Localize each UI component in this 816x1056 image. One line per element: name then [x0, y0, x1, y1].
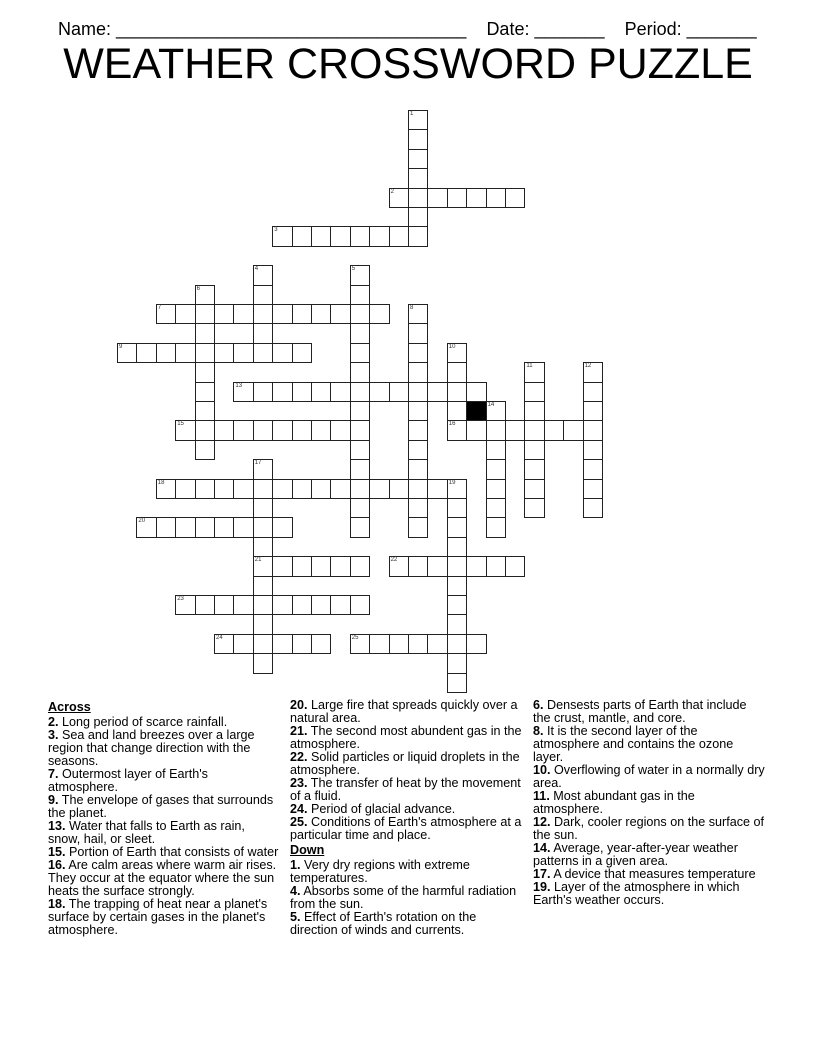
crossword-cell[interactable] [195, 362, 215, 382]
clue-number: 7 [157, 305, 162, 311]
crossword-cell[interactable] [233, 382, 253, 402]
crossword-cell[interactable] [447, 517, 467, 537]
crossword-cell[interactable] [350, 343, 370, 363]
crossword-cell[interactable] [253, 382, 273, 402]
crossword-cell[interactable] [195, 304, 215, 324]
crossword-cell[interactable] [350, 304, 370, 324]
crossword-cell[interactable] [272, 479, 292, 499]
crossword-cell[interactable] [369, 634, 389, 654]
crossword-cell[interactable] [408, 556, 428, 576]
crossword-cell[interactable] [311, 595, 331, 615]
crossword-cell[interactable] [524, 440, 544, 460]
crossword-cell[interactable] [330, 420, 350, 440]
down-clue: 12. Dark, cooler regions on the surface of the sun. [533, 815, 765, 842]
across-clue: 25. Conditions of Earth's atmosphere at a particular time and place. [290, 815, 522, 842]
crossword-cell[interactable] [408, 304, 428, 324]
crossword-cell[interactable] [447, 188, 467, 208]
clues-column-2 [290, 699, 522, 937]
crossword-cell[interactable] [233, 595, 253, 615]
crossword-cell[interactable] [408, 498, 428, 518]
crossword-cell[interactable] [466, 188, 486, 208]
clue-number: 9 [119, 343, 123, 350]
crossword-cell[interactable] [408, 401, 428, 421]
crossword-cell[interactable] [583, 479, 603, 499]
crossword-cell[interactable] [156, 517, 176, 537]
name-field[interactable]: Name: ___________________________________ [58, 19, 467, 39]
crossword-cell[interactable] [389, 382, 409, 402]
crossword-cell[interactable] [311, 226, 331, 246]
crossword-cell[interactable] [466, 634, 486, 654]
crossword-cell[interactable] [272, 634, 292, 654]
crossword-cell[interactable] [408, 323, 428, 343]
crossword-cell[interactable] [253, 498, 273, 518]
crossword-cell[interactable] [253, 420, 273, 440]
clue-number: 6 [196, 285, 200, 292]
clue-number: 10 [448, 343, 456, 350]
clue-number: 24 [216, 634, 223, 641]
crossword-cell[interactable] [408, 634, 428, 654]
crossword-cell[interactable] [427, 556, 447, 576]
crossword-cell[interactable] [350, 420, 370, 440]
crossword-cell[interactable] [447, 614, 467, 634]
crossword-cell[interactable] [330, 304, 350, 324]
page-title: WEATHER CROSSWORD PUZZLE [63, 40, 753, 88]
crossword-cell[interactable] [486, 188, 506, 208]
crossword-cell[interactable] [408, 479, 428, 499]
clue-number: 8 [410, 305, 414, 311]
crossword-cell[interactable] [369, 479, 389, 499]
crossword-cell[interactable] [447, 556, 467, 576]
crossword-cell[interactable] [350, 401, 370, 421]
crossword-cell[interactable] [253, 537, 273, 557]
crossword-cell[interactable] [253, 653, 273, 673]
crossword-cell[interactable] [233, 479, 253, 499]
across-clue: 16. Are calm areas where warm air rises. They occur at the equator where the sun heats the surface strongly. [48, 858, 277, 898]
crossword-cell[interactable] [427, 188, 447, 208]
down-clue: 11. Most abundant gas in the atmosphere. [533, 789, 695, 816]
crossword-cell[interactable] [583, 420, 603, 440]
crossword-cell[interactable] [583, 459, 603, 479]
crossword-cell[interactable] [427, 479, 447, 499]
across-clue: 20. Large fire that spreads quickly over a natural area. [290, 698, 518, 725]
crossword-cell[interactable] [272, 226, 292, 246]
crossword-cell[interactable] [505, 188, 525, 208]
crossword-cell[interactable] [136, 343, 156, 363]
crossword-cell[interactable] [486, 401, 506, 421]
crossword-cell[interactable] [253, 323, 273, 343]
crossword-cell[interactable] [350, 226, 370, 246]
crossword-cell[interactable] [292, 595, 312, 615]
crossword-cell[interactable] [175, 304, 195, 324]
crossword-cell[interactable] [447, 498, 467, 518]
crossword-cell[interactable] [350, 479, 370, 499]
crossword-cell[interactable] [408, 440, 428, 460]
clue-number: 3 [274, 227, 278, 234]
crossword-cell[interactable] [253, 343, 273, 363]
crossword-cell[interactable] [330, 479, 350, 499]
crossword-cell[interactable] [292, 556, 312, 576]
crossword-cell[interactable] [544, 420, 564, 440]
crossword-cell[interactable] [253, 285, 273, 305]
crossword-cell[interactable] [524, 382, 544, 402]
crossword-cell[interactable] [156, 343, 176, 363]
crossword-cell[interactable] [330, 556, 350, 576]
crossword-cell[interactable] [292, 382, 312, 402]
crossword-cell[interactable] [330, 382, 350, 402]
across-clue: 3. Sea and land breezes over a large region that change direction with the seasons. [48, 728, 255, 768]
crossword-cell[interactable] [408, 188, 428, 208]
down-clue: 10. Overflowing of water in a normally dry area. [533, 763, 765, 790]
crossword-cell[interactable] [195, 285, 215, 305]
clue-number: 11 [526, 363, 533, 370]
crossword-cell[interactable] [408, 459, 428, 479]
crossword-cell[interactable] [253, 459, 273, 479]
crossword-cell[interactable] [272, 556, 292, 576]
across-clue: 18. The trapping of heat near a planet's surface by certain gases in the planet's atmosphere. [48, 897, 268, 937]
crossword-cell[interactable] [408, 168, 428, 188]
crossword-cell[interactable] [427, 382, 447, 402]
crossword-cell[interactable] [292, 634, 312, 654]
crossword-cell[interactable] [350, 285, 370, 305]
crossword-cell[interactable] [408, 129, 428, 149]
crossword-cell[interactable] [408, 149, 428, 169]
crossword-cell[interactable] [272, 420, 292, 440]
crossword-cell[interactable] [214, 343, 234, 363]
crossword-cell[interactable] [486, 556, 506, 576]
crossword-cell[interactable] [524, 479, 544, 499]
black-cell [466, 401, 486, 421]
crossword-cell[interactable] [408, 362, 428, 382]
crossword-cell[interactable] [195, 401, 215, 421]
crossword-cell[interactable] [466, 420, 486, 440]
crossword-cell[interactable] [466, 382, 486, 402]
crossword-cell[interactable] [311, 382, 331, 402]
down-clue: 19. Layer of the atmosphere in which Earth's weather occurs. [533, 880, 740, 907]
crossword-cell[interactable] [408, 226, 428, 246]
crossword-cell[interactable] [233, 343, 253, 363]
crossword-cell[interactable] [233, 420, 253, 440]
crossword-cell[interactable] [369, 226, 389, 246]
crossword-cell[interactable] [524, 498, 544, 518]
down-heading: Down [290, 843, 325, 857]
crossword-cell[interactable] [311, 420, 331, 440]
across-clue: 7. Outermost layer of Earth's atmosphere. [48, 767, 208, 794]
crossword-cell[interactable] [292, 420, 312, 440]
crossword-cell[interactable] [524, 362, 544, 382]
clue-number: 4 [254, 266, 259, 273]
crossword-cell[interactable] [292, 304, 312, 324]
clue-number: 16 [448, 421, 456, 428]
across-clue: 2. Long period of scarce rainfall. [48, 715, 228, 729]
down-clue: 6. Densests parts of Earth that include the crust, mantle, and core. [533, 698, 747, 725]
clue-number: 15 [177, 421, 184, 428]
down-clue: 8. It is the second layer of the atmosphere and contains the ozone layer. [533, 724, 734, 764]
down-clue: 17. A device that measures temperature [533, 867, 756, 881]
crossword-cell[interactable] [195, 382, 215, 402]
crossword-cell[interactable] [214, 420, 234, 440]
crossword-cell[interactable] [136, 517, 156, 537]
clue-number: 5 [351, 266, 356, 273]
crossword-cell[interactable] [253, 576, 273, 596]
crossword-cell[interactable] [583, 382, 603, 402]
crossword-cell[interactable] [389, 479, 409, 499]
clue-number: 1 [410, 111, 414, 117]
crossword-cell[interactable] [350, 595, 370, 615]
crossword-cell[interactable] [350, 459, 370, 479]
crossword-cell[interactable] [583, 440, 603, 460]
crossword-cell[interactable] [195, 440, 215, 460]
crossword-cell[interactable] [233, 634, 253, 654]
crossword-cell[interactable] [389, 226, 409, 246]
crossword-cell[interactable] [408, 420, 428, 440]
crossword-cell[interactable] [486, 517, 506, 537]
down-clue: 5. Effect of Earth's rotation on the direction of winds and currents. [290, 910, 477, 937]
crossword-cell[interactable] [447, 537, 467, 557]
crossword-cell[interactable] [253, 614, 273, 634]
crossword-cell[interactable] [563, 420, 583, 440]
crossword-cell[interactable] [350, 556, 370, 576]
crossword-cell[interactable] [175, 479, 195, 499]
crossword-cell[interactable] [447, 362, 467, 382]
crossword-cell[interactable] [214, 479, 234, 499]
crossword-cell[interactable] [447, 576, 467, 596]
crossword-cell[interactable] [311, 479, 331, 499]
across-clue: 22. Solid particles or liquid droplets in the atmosphere. [290, 750, 520, 777]
crossword-cell[interactable] [311, 556, 331, 576]
clue-number: 23 [177, 596, 184, 602]
crossword-cell[interactable] [408, 207, 428, 227]
crossword-cell[interactable] [195, 343, 215, 363]
crossword-cell[interactable] [272, 382, 292, 402]
crossword-cell[interactable] [350, 362, 370, 382]
crossword-cell[interactable] [311, 304, 331, 324]
clues-column-3 [533, 699, 765, 907]
crossword-cell[interactable] [253, 556, 273, 576]
crossword-cell[interactable] [408, 343, 428, 363]
crossword-cell[interactable] [447, 343, 467, 363]
crossword-cell[interactable] [486, 420, 506, 440]
crossword-cell[interactable] [447, 653, 467, 673]
crossword-cell[interactable] [447, 479, 467, 499]
crossword-cell[interactable] [369, 304, 389, 324]
crossword-cell[interactable] [156, 304, 176, 324]
crossword-cell[interactable] [195, 595, 215, 615]
crossword-cell[interactable] [195, 323, 215, 343]
clue-number: 14 [487, 402, 495, 408]
clue-number: 25 [351, 634, 359, 641]
crossword-cell[interactable] [350, 265, 370, 285]
crossword-cell[interactable] [583, 498, 603, 518]
crossword-cell[interactable] [175, 517, 195, 537]
clue-number: 22 [390, 557, 398, 564]
crossword-cell[interactable] [408, 517, 428, 537]
crossword-cell[interactable] [195, 517, 215, 537]
crossword-cell[interactable] [292, 343, 312, 363]
crossword-cell[interactable] [117, 343, 137, 363]
crossword-cell[interactable] [330, 595, 350, 615]
clues-column-1 [48, 699, 280, 937]
crossword-cell[interactable] [156, 479, 176, 499]
across-clue: 13. Water that falls to Earth as rain, snow, hail, or sleet. [48, 819, 245, 846]
crossword-cell[interactable] [253, 517, 273, 537]
clue-number: 12 [584, 363, 592, 370]
crossword-cell[interactable] [253, 265, 273, 285]
crossword-cell[interactable] [175, 343, 195, 363]
crossword-cell[interactable] [292, 226, 312, 246]
crossword-cell[interactable] [350, 382, 370, 402]
crossword-cell[interactable] [272, 304, 292, 324]
crossword-cell[interactable] [350, 440, 370, 460]
crossword-cell[interactable] [486, 498, 506, 518]
date-field[interactable]: Date: _______ [486, 19, 605, 39]
across-clue: 15. Portion of Earth that consists of water [48, 845, 279, 859]
clue-number: 20 [138, 518, 146, 525]
crossword-cell[interactable] [447, 420, 467, 440]
crossword-cell[interactable] [447, 634, 467, 654]
crossword-cell[interactable] [214, 595, 234, 615]
crossword-cell[interactable] [505, 420, 525, 440]
crossword-cell[interactable] [524, 401, 544, 421]
crossword-cell[interactable] [389, 188, 409, 208]
crossword-cell[interactable] [330, 226, 350, 246]
down-clue: 1. Very dry regions with extreme temperatures. [290, 858, 470, 885]
crossword-cell[interactable] [272, 517, 292, 537]
crossword-cell[interactable] [447, 382, 467, 402]
crossword-cell[interactable] [486, 440, 506, 460]
crossword-cell[interactable] [350, 634, 370, 654]
crossword-cell[interactable] [214, 304, 234, 324]
crossword-cell[interactable] [195, 479, 215, 499]
crossword-cell[interactable] [350, 498, 370, 518]
clue-number: 2 [390, 188, 394, 195]
crossword-cell[interactable] [253, 634, 273, 654]
crossword-cell[interactable] [175, 420, 195, 440]
crossword-cell[interactable] [427, 634, 447, 654]
crossword-cell[interactable] [214, 634, 234, 654]
crossword-cell[interactable] [292, 479, 312, 499]
crossword-cell[interactable] [272, 595, 292, 615]
crossword-cell[interactable] [175, 595, 195, 615]
crossword-cell[interactable] [583, 362, 603, 382]
clue-number: 18 [157, 479, 165, 486]
crossword-cell[interactable] [311, 634, 331, 654]
crossword-cell[interactable] [486, 459, 506, 479]
crossword-cell[interactable] [233, 304, 253, 324]
crossword-cell[interactable] [389, 634, 409, 654]
clue-number: 17 [254, 460, 262, 467]
crossword-cell[interactable] [447, 595, 467, 615]
across-clue: 24. Period of glacial advance. [290, 802, 456, 816]
period-field[interactable]: Period: _______ [624, 19, 757, 39]
clue-number: 19 [448, 479, 456, 486]
crossword-cell[interactable] [253, 595, 273, 615]
crossword-cell[interactable] [350, 323, 370, 343]
across-clue: 21. The second most abundent gas in the atmosphere. [290, 724, 522, 751]
crossword-cell[interactable] [524, 420, 544, 440]
crossword-cell[interactable] [195, 420, 215, 440]
down-clue: 14. Average, year-after-year weather patterns in a given area. [533, 841, 738, 868]
across-clue: 9. The envelope of gases that surrounds the planet. [48, 793, 274, 820]
crossword-cell[interactable] [408, 382, 428, 402]
crossword-cell[interactable] [486, 479, 506, 499]
crossword-cell[interactable] [253, 479, 273, 499]
crossword-cell[interactable] [272, 343, 292, 363]
across-clue: 23. The transfer of heat by the movement of a fluid. [290, 776, 521, 803]
crossword-cell[interactable] [447, 401, 467, 421]
crossword-cell[interactable] [350, 517, 370, 537]
down-clue: 4. Absorbs some of the harmful radiation from the sun. [290, 884, 517, 911]
crossword-cell[interactable] [233, 517, 253, 537]
crossword-cell[interactable] [505, 556, 525, 576]
crossword-cell[interactable] [253, 304, 273, 324]
crossword-cell[interactable] [389, 556, 409, 576]
crossword-cell[interactable] [466, 556, 486, 576]
crossword-cell[interactable] [214, 517, 234, 537]
crossword-cell[interactable] [447, 673, 467, 693]
crossword-cell[interactable] [369, 382, 389, 402]
clue-number: 13 [235, 382, 243, 389]
clue-number: 21 [254, 557, 262, 564]
crossword-cell[interactable] [583, 401, 603, 421]
crossword-cell[interactable] [524, 459, 544, 479]
crossword-cell[interactable] [408, 110, 428, 130]
across-heading: Across [48, 700, 91, 714]
